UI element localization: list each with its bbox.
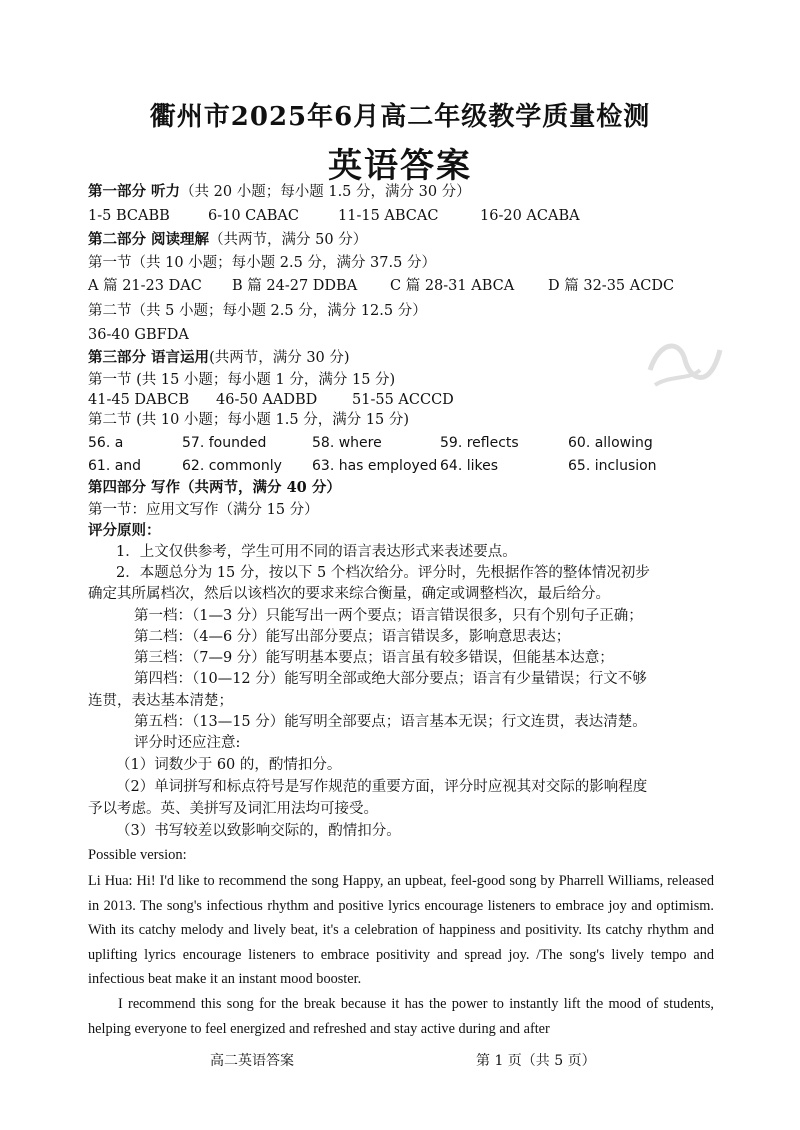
note-2b: 予以考虑。英、美拼写及词汇用法均可接受。 [88, 801, 378, 817]
fill-65: 65. inclusion [568, 458, 657, 474]
rule-2a: 2．本题总分为 15 分，按以下 5 个档次给分。评分时，先根据作答的整体情况初步 [116, 565, 650, 581]
part3-answer-1: 41-45 DABCB [88, 392, 190, 408]
part2-note: （共两节，满分 50 分） [209, 232, 368, 248]
part3-answer-2: 46-50 AADBD [216, 392, 318, 408]
fill-56: 56. a [88, 435, 124, 451]
part2-section2-answers: 36-40 GBFDA [88, 327, 189, 343]
scan-smudge-mark [640, 330, 730, 400]
exam-title: 衢州市2025年6月高二年级教学质量检测 [149, 102, 651, 132]
part4-section1: 第一节：应用文写作（满分 15 分） [88, 502, 319, 518]
fill-57: 57. founded [182, 435, 267, 451]
part1-answer-3: 11-15 ABCAC [338, 208, 439, 224]
fill-61: 61. and [88, 458, 142, 474]
rule-1: 1．上文仅供参考，学生可用不同的语言表达形式来表述要点。 [116, 544, 517, 560]
tier-3: 第三档：（7—9 分）能写明基本要点；语言虽有较多错误，但能基本达意； [134, 650, 614, 666]
note-1: （1）词数少于 60 的，酌情扣分。 [116, 757, 342, 773]
part4-heading: 第四部分 写作（共两节，满分 40 分） [88, 479, 341, 496]
fill-58: 58. where [312, 435, 382, 451]
passage-c: C 篇 28-31 ABCA [390, 278, 515, 294]
notes-heading: 评分时还应注意: [134, 735, 241, 751]
part1-answer-2: 6-10 CABAC [208, 208, 299, 224]
tier-4a: 第四档：（10—12 分）能写明全部或绝大部分要点；语言有少量错误；行文不够 [134, 671, 647, 687]
fill-64: 64. likes [440, 458, 499, 474]
note-2a: （2）单词拼写和标点符号是写作规范的重要方面，评分时应视其对交际的影响程度 [116, 779, 648, 795]
part2-section1: 第一节（共 10 小题；每小题 2.5 分，满分 37.5 分） [88, 255, 436, 271]
part3-section1: 第一节 (共 15 小题；每小题 1 分，满分 15 分) [88, 372, 396, 388]
part2-header [88, 230, 367, 250]
part1-note: （共 20 小题；每小题 1.5 分，满分 30 分） [180, 184, 471, 200]
part1-answer-4: 16-20 ACABA [480, 208, 580, 224]
part2-section2: 第二节（共 5 小题；每小题 2.5 分，满分 12.5 分） [88, 303, 427, 319]
footer-page-number: 第 1 页（共 5 页） [476, 1053, 596, 1069]
part2-heading: 第二部分 阅读理解 [88, 231, 210, 248]
passage-a: A 篇 21-23 DAC [88, 278, 202, 294]
part3-note: (共两节，满分 30 分) [209, 350, 350, 366]
tier-5: 第五档：（13—15 分）能写明全部要点；语言基本无误；行文连贯，表达清楚。 [134, 714, 647, 730]
fill-59: 59. reflects [440, 435, 519, 451]
part1-header [88, 182, 471, 202]
part1-heading: 第一部分 听力 [88, 183, 181, 200]
footer-course: 高二英语答案 [210, 1053, 294, 1069]
tier-2: 第二档：（4—6 分）能写出部分要点；语言错误多，影响意思表达； [134, 629, 571, 645]
fill-63: 63. has employed [312, 458, 438, 474]
possible-version-label: Possible version: [88, 847, 187, 863]
rule-2b: 确定其所属档次，然后以该档次的要求来综合衡量，确定或调整档次，最后给分。 [88, 586, 610, 602]
passage-b: B 篇 24-27 DDBA [232, 278, 358, 294]
part3-section2: 第二节 (共 10 小题；每小题 1.5 分，满分 15 分) [88, 412, 410, 428]
exam-subtitle: 英语答案 [328, 146, 472, 186]
part3-header [88, 348, 350, 368]
part3-heading: 第三部分 语言运用 [88, 349, 210, 366]
criteria-heading: 评分原则： [88, 522, 161, 539]
essay-paragraph-1: Li Hua: Hi! I'd like to recommend the song Happy, an upbeat, feel-good song by Pharrell Williams, released in 2013. The song's infectious rhythm and positive lyrics encourage listeners to embrace joy and optimism. With its catchy melody and lively beat, it's a celebration of happiness and positivity. Its catchy rhythm and uplifting lyrics encourage listeners to embrace positivity and spread joy. /The song's lively tempo and infectious beat make it an instant mood booster. [88, 873, 714, 987]
part3-answer-3: 51-55 ACCCD [352, 392, 454, 408]
part1-answer-1: 1-5 BCABB [88, 208, 170, 224]
tier-4b: 连贯，表达基本清楚； [88, 693, 233, 709]
fill-62: 62. commonly [182, 458, 282, 474]
essay-paragraph-2: I recommend this song for the break because it has the power to instantly lift the mood of students, helping everyone to feel energized and refreshed and stay active during and after [88, 996, 714, 1037]
fill-60: 60. allowing [568, 435, 653, 451]
tier-1: 第一档：（1—3 分）只能写出一两个要点；语言错误很多，只有个别句子正确； [134, 608, 643, 624]
passage-d: D 篇 32-35 ACDC [548, 278, 675, 294]
note-3: （3）书写较差以致影响交际的，酌情扣分。 [116, 823, 401, 839]
